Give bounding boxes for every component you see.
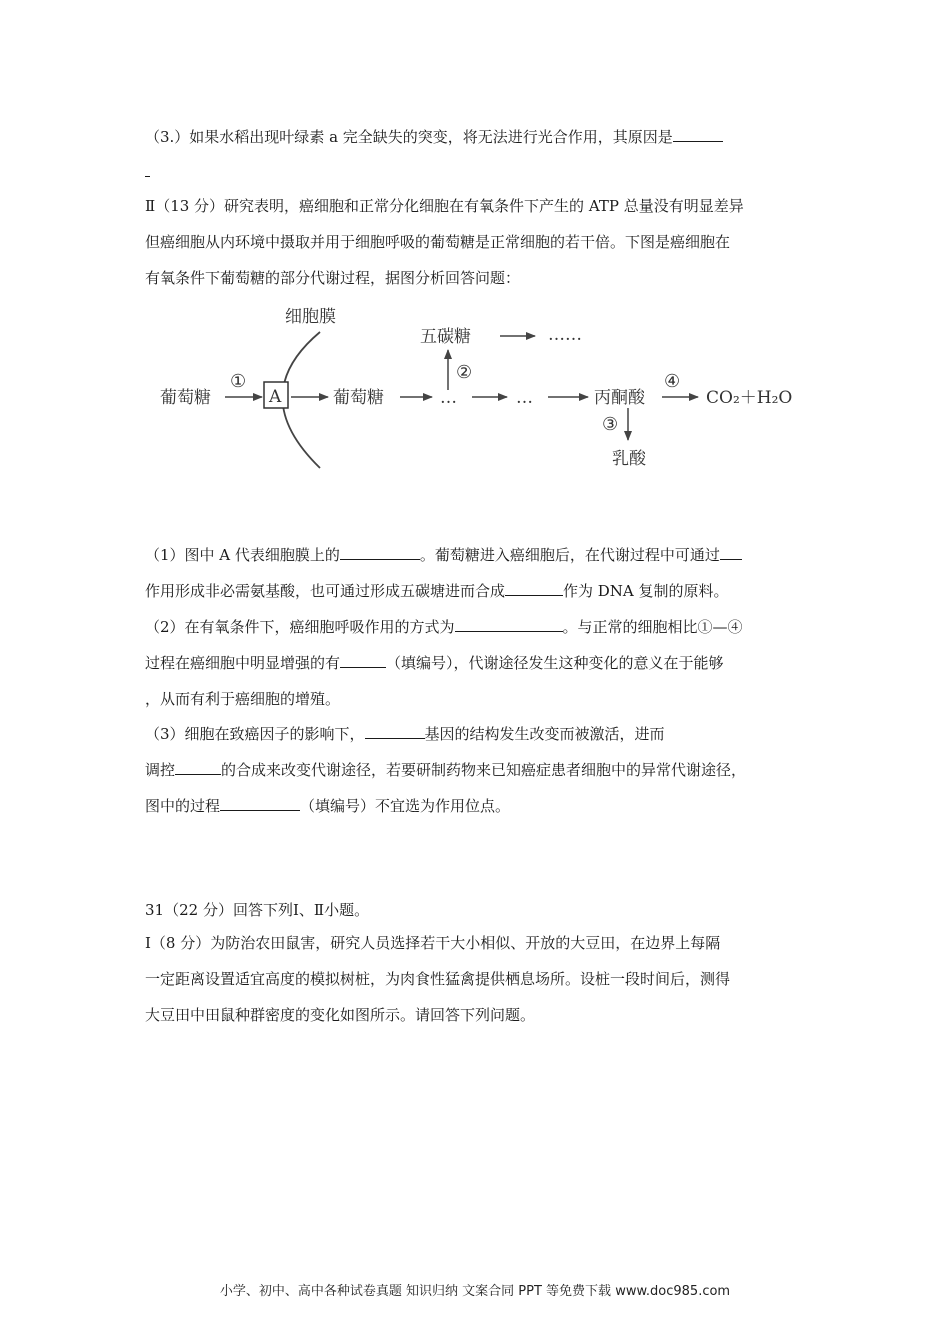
- step1-label: ①: [230, 371, 247, 392]
- page-footer: 小学、初中、高中各种试卷真题 知识归纳 文案合同 PPT 等免费下载 www.doc985.com: [219, 1284, 731, 1299]
- q31-header: 31（22 分）回答下列Ⅰ、Ⅱ小题。: [145, 901, 370, 919]
- stray-mark: [145, 176, 150, 177]
- q3-text-a: （3）细胞在致癌因子的影响下，: [145, 725, 365, 743]
- q3-line-1: [145, 724, 665, 744]
- q31-paragraph-line-2: 一定距离设置适宜高度的模拟树桩，为肉食性猛禽提供栖息场所。设桩一段时间后，测得: [145, 970, 731, 988]
- q3-text-c: 调控: [145, 761, 176, 779]
- answer-blank[interactable]: [365, 724, 425, 739]
- q2-line-2: [145, 653, 724, 673]
- answer-blank[interactable]: [175, 760, 221, 775]
- q2-line-3: ，从而有利于癌细胞的增殖。: [145, 690, 341, 708]
- q1-text-c: 作用形成非必需氨基酸，也可通过形成五碳塘进而合成: [145, 582, 506, 600]
- pyruvate-label: 丙酮酸: [594, 388, 645, 408]
- intro-line-2: 但癌细胞从内环境中摄取并用于细胞呼吸的葡萄糖是正常细胞的若干倍。下图是癌细胞在: [145, 233, 731, 251]
- question-a3-text: （3.）如果水稻出现叶绿素 a 完全缺失的突变，将无法进行光合作用，其原因是: [145, 128, 673, 146]
- intro-line-1: Ⅱ（13 分）研究表明，癌细胞和正常分化细胞在有氧条件下产生的 ATP 总量没有明显差异: [145, 197, 744, 215]
- q3-text-d: 的合成来改变代谢途径，若要研制药物来已知癌症患者细胞中的异常代谢途径，: [221, 761, 747, 779]
- step3-label: ③: [602, 414, 619, 435]
- q31-paragraph-line-3: 大豆田中田鼠种群密度的变化如图所示。请回答下列问题。: [145, 1006, 536, 1024]
- answer-blank[interactable]: [455, 617, 563, 632]
- q3-line-3: [145, 796, 510, 816]
- q2-text-d: （填编号），代谢途径发生这种变化的意义在于能够: [386, 654, 724, 672]
- intro-line-3: 有氧条件下葡萄糖的部分代谢过程，据图分析回答问题：: [145, 269, 521, 287]
- q1-text-d: 作为 DNA 复制的原料。: [563, 582, 729, 600]
- q3-line-2: [145, 760, 746, 780]
- membrane-label: 细胞膜: [285, 307, 336, 327]
- glucose-outside-label: 葡萄糖: [160, 388, 211, 408]
- q1-text-b: 。葡萄糖进入癌细胞后，在代谢过程中可通过: [419, 546, 720, 564]
- question-a3: [145, 127, 723, 147]
- q2-text-b: 。与正常的细胞相比①—④: [562, 618, 743, 636]
- glucose-metabolism-diagram: [150, 300, 820, 480]
- answer-blank[interactable]: [673, 127, 723, 142]
- answer-blank[interactable]: [340, 653, 386, 668]
- pentose-dots: ……: [548, 325, 582, 345]
- products-label: CO₂＋H₂O: [706, 388, 793, 408]
- answer-blank[interactable]: [505, 581, 563, 596]
- q1-line-2: [145, 581, 729, 601]
- step4-label: ④: [664, 371, 681, 392]
- carrier-label: A: [269, 387, 282, 407]
- answer-blank[interactable]: [720, 545, 742, 560]
- q2-line-1: [145, 617, 743, 637]
- q2-text-c: 过程在癌细胞中明显增强的有: [145, 654, 341, 672]
- q1-text-a: （1）图中 A 代表细胞膜上的: [145, 546, 340, 564]
- step2-label: ②: [456, 362, 473, 383]
- answer-blank[interactable]: [220, 796, 300, 811]
- lactate-label: 乳酸: [612, 449, 646, 469]
- glucose-inside-label: 葡萄糖: [333, 388, 384, 408]
- q3-text-f: （填编号）不宜选为作用位点。: [300, 797, 511, 815]
- q2-text-a: （2）在有氧条件下，癌细胞呼吸作用的方式为: [145, 618, 455, 636]
- dots-2: …: [516, 388, 533, 408]
- answer-blank[interactable]: [340, 545, 420, 560]
- pentose-label: 五碳糖: [420, 327, 471, 347]
- q1-line-1: [145, 545, 742, 565]
- q31-paragraph-line-1: Ⅰ（8 分）为防治农田鼠害，研究人员选择若干大小相似、开放的大豆田，在边界上每隔: [145, 934, 721, 952]
- dots-1: …: [440, 388, 457, 408]
- q3-text-e: 图中的过程: [145, 797, 221, 815]
- q3-text-b: 基因的结构发生改变而被激活，进而: [424, 725, 665, 743]
